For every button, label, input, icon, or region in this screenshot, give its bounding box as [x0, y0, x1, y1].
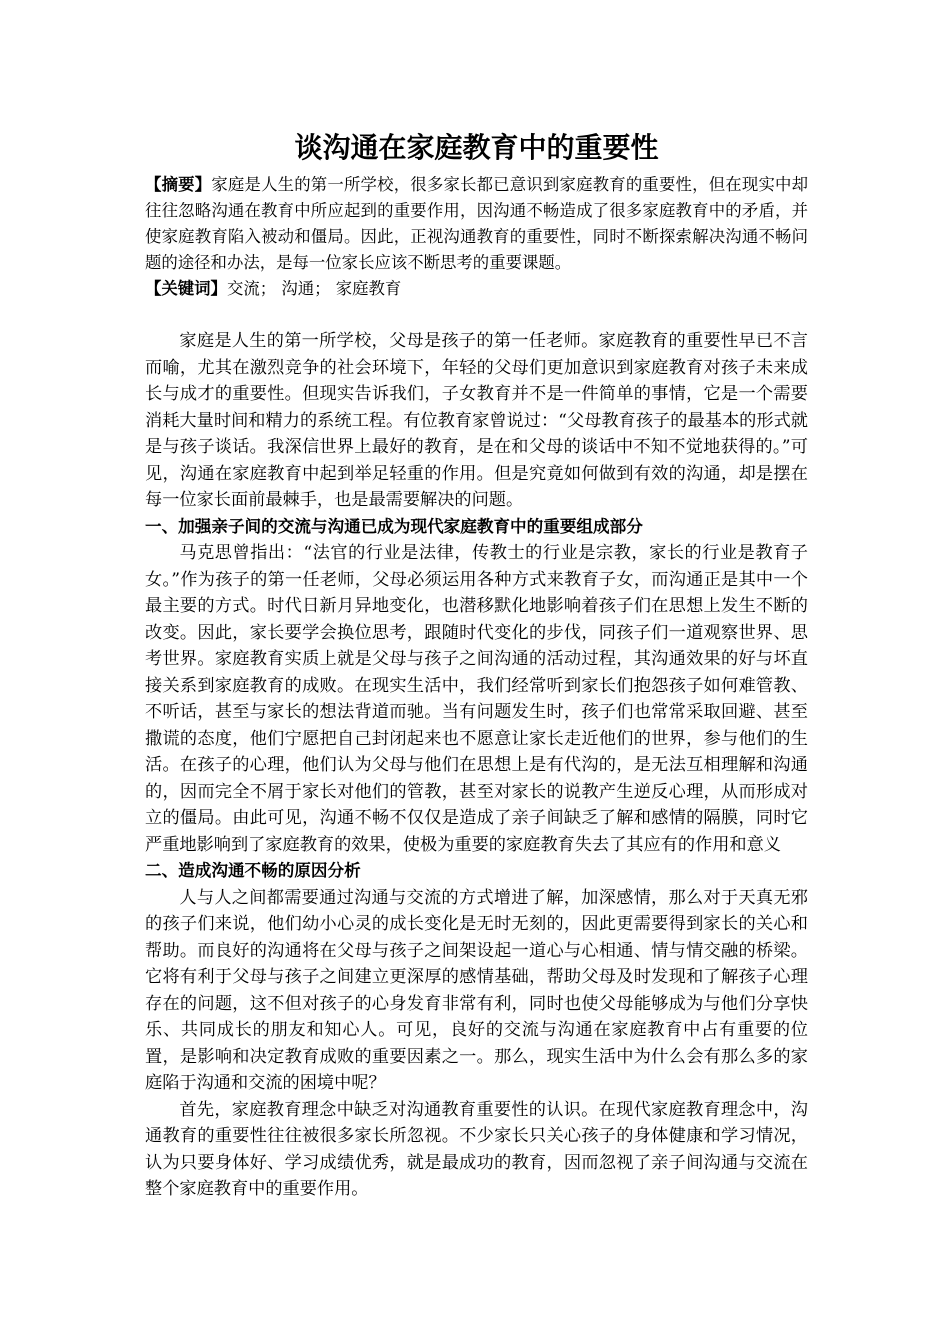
abstract-label: 【摘要】: [145, 175, 212, 194]
intro-paragraph: 家庭是人生的第一所学校，父母是孩子的第一任老师。家庭教育的重要性早已不言而喻，尤其在激烈竞争的社会环境下，年轻的父母们更加意识到家庭教育对孩子未来成长与成才的重要性。但现实告诉我们，子女教育并不是一件简单的事情，它是一个需要消耗大量时间和精力的系统工程。有位教育家曾说过：“父母教育孩子的最基本的形式就是与孩子谈话。我深信世界上最好的教育，是在和父母的谈话中不知不觉地获得的。”可见，沟通在家庭教育中起到举足轻重的作用。但是究竟如何做到有效的沟通，却是摆在每一位家长面前最棘手，也是最需要解决的问题。: [145, 331, 808, 510]
keywords: [145, 276, 808, 302]
section-heading-2: 二、造成沟通不畅的原因分析: [145, 861, 361, 880]
section-1-paragraph: 马克思曾指出：“法官的行业是法律，传教士的行业是宗教，家长的行业是教育子女。”作为孩子的第一任老师，父母必须运用各种方式来教育子女，而沟通正是其中一个最主要的方式。时代日新月异地变化，也潜移默化地影响着孩子们在思想上发生不断的改变。因此，家长要学会换位思考，跟随时代变化的步伐，同孩子们一道观察世界、思考世界。家庭教育实质上就是父母与孩子之间沟通的活动过程，其沟通效果的好与坏直接关系到家庭教育的成败。在现实生活中，我们经常听到家长们抱怨孩子如何难管教、不听话，甚至与家长的想法背道而驰。当有问题发生时，孩子们也常常采取回避、甚至撒谎的态度，他们宁愿把自己封闭起来也不愿意让家长走近他们的世界，参与他们的生活。在孩子的心理，他们认为父母与他们在思想上是有代沟的，是无法互相理解和沟通的，因而完全不屑于家长对他们的管教，甚至对家长的说教产生逆反心理，从而形成对立的僵局。由此可见，沟通不畅不仅仅是造成了亲子间缺乏了解和感情的隔膜，同时它严重地影响到了家庭教育的效果，使极为重要的家庭教育失去了其应有的作用和意义: [145, 543, 808, 855]
document-page: [145, 128, 808, 1203]
section-2-paragraph-2: 首先，家庭教育理念中缺乏对沟通教育重要性的认识。在现代家庭教育理念中，沟通教育的重要性往往被很多家长所忽视。不少家长只关心孩子的身体健康和学习情况，认为只要身体好、学习成绩优秀，就是最成功的教育，因而忽视了亲子间沟通与交流在整个家庭教育中的重要作用。: [145, 1099, 808, 1199]
section-2-paragraph-1: 人与人之间都需要通过沟通与交流的方式增进了解，加深感情，那么对于天真无邪的孩子们来说，他们幼小心灵的成长变化是无时无刻的，因此更需要得到家长的关心和帮助。而良好的沟通将在父母与孩子之间架设起一道心与心相通、情与情交融的桥梁。它将有利于父母与孩子之间建立更深厚的感情基础，帮助父母及时发现和了解孩子心理存在的问题，这不但对孩子的心身发育非常有利，同时也使父母能够成为与他们分享快乐、共同成长的朋友和知心人。可见，良好的交流与沟通在家庭教育中占有重要的位置，是影响和决定教育成败的重要因素之一。那么，现实生活中为什么会有那么多的家庭陷于沟通和交流的困境中呢？: [145, 887, 808, 1093]
section-heading-1: 一、加强亲子间的交流与沟通已成为现代家庭教育中的重要组成部分: [145, 516, 643, 536]
abstract-text: 家庭是人生的第一所学校，很多家长都已意识到家庭教育的重要性，但在现实中却往往忽略沟通在教育中所应起到的重要作用，因沟通不畅造成了很多家庭教育中的矛盾，并使家庭教育陷入被动和僵局。因此，正视沟通教育的重要性，同时不断探索解决沟通不畅问题的途径和办法，是每一位家长应该不断思考的重要课题。: [145, 175, 809, 272]
document-title: 谈沟通在家庭教育中的重要性: [294, 131, 659, 164]
abstract: [145, 172, 808, 276]
keywords-text: 交流； 沟通； 家庭教育: [226, 279, 402, 298]
keywords-label: 【关键词】: [145, 279, 227, 298]
